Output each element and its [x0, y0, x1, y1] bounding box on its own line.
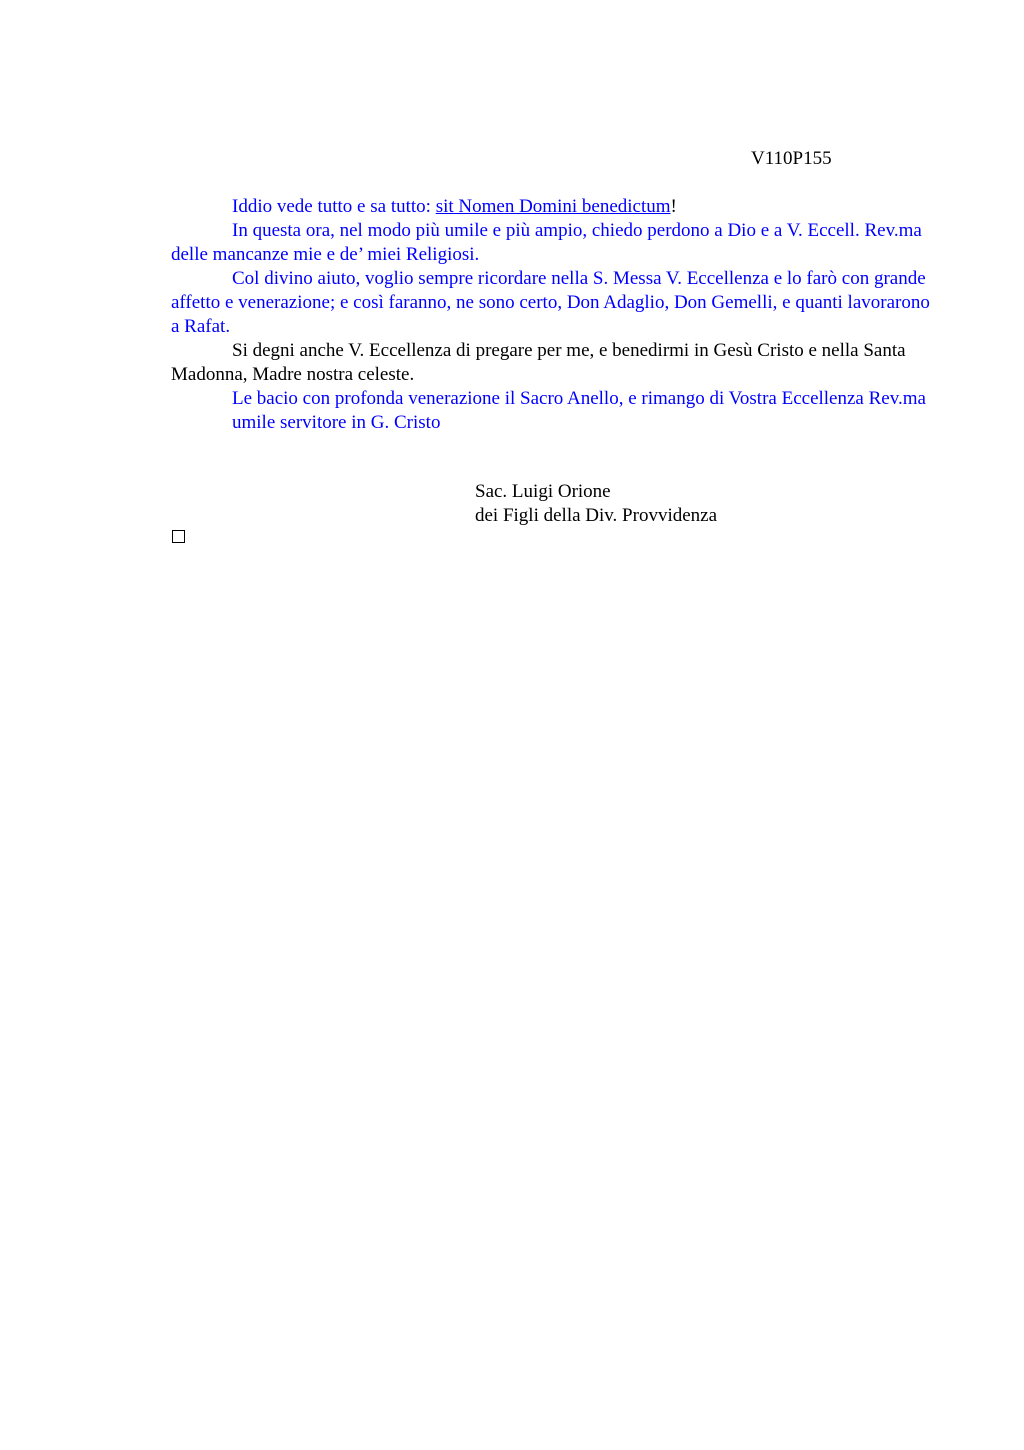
checkbox-square-icon: [172, 530, 185, 543]
page-reference: V110P155: [751, 148, 832, 169]
paragraph-5: Le bacio con profonda venerazione il Sacro Anello, e rimango di Vostra Eccellenza Rev.ma: [232, 388, 926, 409]
latin-phrase-link[interactable]: sit Nomen Domini benedictum: [435, 196, 671, 217]
paragraph-1-exclamation: !: [670, 196, 677, 217]
signature-title: dei Figli della Div. Provvidenza: [475, 505, 718, 526]
paragraph-6: umile servitore in G. Cristo: [232, 412, 441, 433]
letter-body: [171, 195, 931, 435]
paragraph-2: In questa ora, nel modo più umile e più ampio, chiedo perdono a Dio e a V. Eccell. Rev.ma delle mancanze mie e de’ miei Religiosi.: [171, 220, 922, 265]
paragraph-1-text: Iddio vede tutto e sa tutto:: [232, 196, 436, 217]
signature-block: [475, 480, 717, 528]
paragraph-1: [171, 195, 931, 219]
paragraph-3: Col divino aiuto, voglio sempre ricordare nella S. Messa V. Eccellenza e lo farò con grande affetto e venerazione; e così faranno, ne sono certo, Don Adaglio, Don Gemelli, e quanti lavorarono a Rafat.: [171, 268, 930, 337]
paragraph-4: Si degni anche V. Eccellenza di pregare per me, e benedirmi in Gesù Cristo e nella Santa Madonna, Madre nostra celeste.: [171, 340, 906, 385]
signature-name: Sac. Luigi Orione: [475, 481, 611, 502]
